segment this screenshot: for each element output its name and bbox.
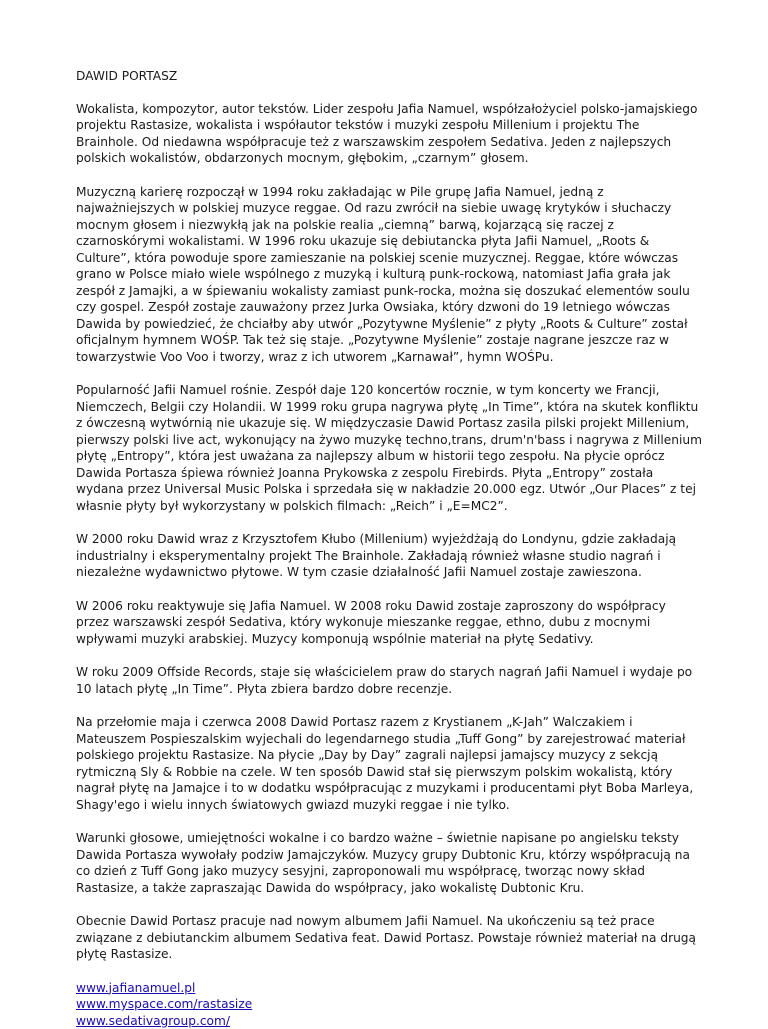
paragraph-dubtonic-kru: Warunki głosowe, umiejętności wokalne i co bardzo ważne – świetnie napisane po angielsku teksty Dawida Portasza wywołały podziw Jamajczyków. Muzycy grupy Dubtonic Kru, którzy współpracują na co dzień z Tuff Gong jako muzycy sesyjni, zaproponowali mu współpracę, tworząc nowy skład Rastasize, a także zapraszając Dawida do współpracy, jako wokalistę Dubtonic Kru. [76, 830, 702, 896]
paragraph-popularity: Popularność Jafii Namuel rośnie. Zespół daje 120 koncertów rocznie, w tym koncerty we Francji, Niemczech, Belgii czy Holandii. W 1999 roku grupa nagrywa płytę „In Time”, która na skutek konfliktu z ówczesną wytwórnią nie ukazuje się. W międzyczasie Dawid Portasz zasila pilski projekt Millenium, pierwszy polski live act, wykonujący na żywo muzykę techno,trans, drum'n'bass i nagrywa z Millenium płytę „Entropy”, która jest uważana za najlepszy album w historii tego zespołu. Na płycie oprócz Dawida Portasza śpiewa również Joanna Prykowska z zespolu Firebirds. Płyta „Entropy” została wydana przez Universal Music Polska i sprzedała się w nakładzie 20.000 egz. Utwór „Our Places” z tej własnie płyty był wykorzystany w polskich filmach: „Reich” i „E=MC2”. [76, 382, 702, 514]
paragraph-offside-records: W roku 2009 Offside Records, staje się właścicielem praw do starych nagrań Jafii Namuel i wydaje po 10 latach płytę „In Time”. Płyta zbiera bardzo dobre recenzje. [76, 664, 702, 697]
link-myspace-rastasize[interactable]: www.myspace.com/rastasize [76, 996, 702, 1013]
paragraph-career-start: Muzyczną karierę rozpoczął w 1994 roku zakładając w Pile grupę Jafia Namuel, jedną z najważniejszych w polskiej muzyce reggae. Od razu zwrócił na siebie uwagę krytyków i słuchaczy mocnym głosem i niezwykłą jak na polskie realia „ciemną” barwą, kojarzącą się raczej z czarnoskórymi wokalistami. W 1996 roku ukazuje się debiutancka płyta Jafii Namuel, „Roots & Culture”, która powoduje spore zamieszanie na polskiej scenie muzycznej. Reggae, które wówczas grano w Polsce miało wiele wspólnego z muzyką i kulturą punk-rockową, natomiast Jafia grała jak zespół z Jamajki, a w śpiewaniu wokalisty zamiast punk-rocka, można się doszukać elementów soulu czy gospel. Zespół zostaje zauważony przez Jurka Owsiaka, który dzwoni do 19 letniego wówczas Dawida by powiedzieć, że chciałby aby utwór „Pozytywne Myślenie” z płyty „Roots & Culture” został oficjalnym hymnem WOŚP. Tak też się staje. „Pozytywne Myślenie” zostaje nagrane jeszcze raz w towarzystwie Voo Voo i tworzy, wraz z ich utworem „Karnawał”, hymn WOŚPu. [76, 184, 702, 366]
paragraph-tuff-gong: Na przełomie maja i czerwca 2008 Dawid Portasz razem z Krystianem „K-Jah” Walczakiem i Mateuszem Pospieszalskim wyjechali do legendarnego studia „Tuff Gong” by zarejestrować materiał polskiego projektu Rastasize. Na płycie „Day by Day” zagrali najlepsi jamajscy muzycy z sekcją rytmiczną Sly & Robbie na czele. W ten sposób Dawid stał się pierwszym polskim wokalistą, który nagrał płytę na Jamajce i to w dodatku współpracując z muzykami i producentami płyt Boba Marleya, Shagy'ego i wielu innych światowych gwiazd muzyki reggae i nie tylko. [76, 714, 702, 813]
link-sedativagroup[interactable]: www.sedativagroup.com/ [76, 1013, 702, 1029]
paragraph-reactivation: W 2006 roku reaktywuje się Jafia Namuel. W 2008 roku Dawid zostaje zaproszony do współpracy przez warszawski zespół Sedativa, który wykonuje mieszanke reggae, ethno, dubu z mocnymi wpływami muzyki arabskiej. Muzycy komponują wspólnie materiał na płytę Sedativy. [76, 598, 702, 648]
paragraph-current-work: Obecnie Dawid Portasz pracuje nad nowym albumem Jafii Namuel. Na ukończeniu są też prace związane z debiutanckim albumem Sedativa feat. Dawid Portasz. Powstaje również materiał na drugą płytę Rastasize. [76, 913, 702, 963]
paragraph-intro: Wokalista, kompozytor, autor tekstów. Lider zespołu Jafia Namuel, współzałożyciel polsko-jamajskiego projektu Rastasize, wokalista i współautor tekstów i muzyki zespołu Millenium i projektu The Brainhole. Od niedawna współpracuje też z warszawskim zespołem Sedativa. Jeden z najlepszych polskich wokalistów, obdarzonych mocnym, głębokim, „czarnym” głosem. [76, 101, 702, 167]
paragraph-london: W 2000 roku Dawid wraz z Krzysztofem Kłubo (Millenium) wyjeżdżają do Londynu, gdzie zakładają industrialny i eksperymentalny projekt The Brainhole. Zakładają również własne studio nagrań i niezależne wydawnictwo płytowe. W tym czasie działalność Jafii Namuel zostaje zawieszona. [76, 531, 702, 581]
document-title: DAWID PORTASZ [76, 68, 702, 85]
link-list [76, 980, 702, 1029]
link-jafianamuel[interactable]: www.jafianamuel.pl [76, 980, 702, 997]
